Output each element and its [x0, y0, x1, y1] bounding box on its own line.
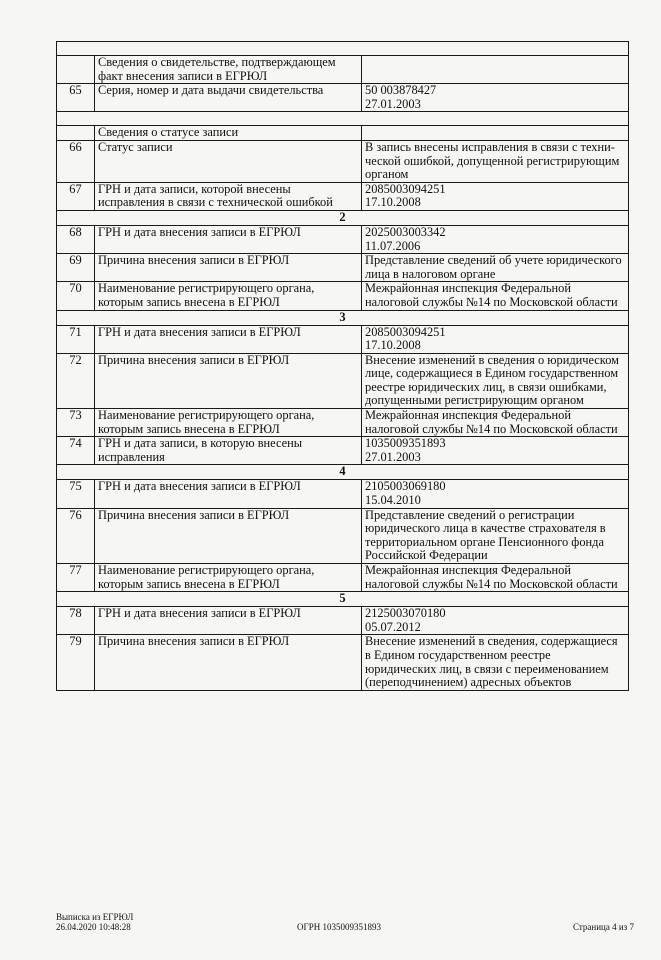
- spacer-row: [57, 42, 629, 56]
- section-number-row: [57, 210, 629, 225]
- row-label: Причина внесения записи в ЕГРЮЛ: [95, 254, 362, 282]
- row-value-line: В запись внесены исправления в связи с технической ошибкой, допущенной регистрирующим органом: [365, 139, 620, 182]
- row-value-line: 2125003070180: [365, 606, 446, 621]
- row-label: Наименование регистрирующего органа, которым запись внесена в ЕГРЮЛ: [95, 282, 362, 310]
- row-value-line: 2085003094251: [365, 324, 446, 339]
- row-label: ГРН и дата записи, которой внесены исправления в связи с технической ошибкой: [95, 182, 362, 210]
- record-row: [57, 353, 629, 408]
- record-row: [57, 409, 629, 437]
- record-row: [57, 325, 629, 353]
- block-header-row: [57, 56, 629, 84]
- row-label: Наименование регистрирующего органа, которым запись внесена в ЕГРЮЛ: [95, 564, 362, 592]
- record-row: [57, 84, 629, 112]
- row-number: 73: [57, 409, 95, 437]
- row-label: Серия, номер и дата выдачи свидетельства: [95, 84, 362, 112]
- footer-left: [56, 912, 133, 932]
- row-value: [362, 353, 629, 408]
- row-label: ГРН и дата внесения записи в ЕГРЮЛ: [95, 225, 362, 253]
- section-number: 2: [57, 210, 629, 225]
- row-number: 66: [57, 140, 95, 182]
- record-row: [57, 480, 629, 508]
- row-value: [362, 437, 629, 465]
- row-value-line: Межрайонная инспекция Федеральной налоговой службы №14 по Московской области: [365, 408, 618, 436]
- row-label: ГРН и дата внесения записи в ЕГРЮЛ: [95, 325, 362, 353]
- row-value: [362, 325, 629, 353]
- row-value-line: Межрайонная инспекция Федеральной налоговой службы №14 по Московской области: [365, 281, 618, 309]
- footer-ogrn: ОГРН 1035009351893: [297, 922, 381, 932]
- row-number: 72: [57, 353, 95, 408]
- row-label: Статус записи: [95, 140, 362, 182]
- row-number: 75: [57, 480, 95, 508]
- section-number-row: [57, 592, 629, 607]
- row-number: 69: [57, 254, 95, 282]
- row-value: [362, 225, 629, 253]
- record-row: [57, 508, 629, 563]
- record-row: [57, 225, 629, 253]
- row-number: 71: [57, 325, 95, 353]
- row-value-line: 1035009351893: [365, 436, 446, 451]
- row-value-line: 2025003003342: [365, 224, 446, 239]
- row-value: [362, 409, 629, 437]
- row-value-line: Представление сведений об учете юридического лица в налоговом органе: [365, 253, 622, 281]
- section-number-row: [57, 465, 629, 480]
- section-number: 4: [57, 465, 629, 480]
- footer-timestamp: 26.04.2020 10:48:28: [56, 922, 131, 932]
- section-number-row: [57, 310, 629, 325]
- record-row: [57, 607, 629, 635]
- row-label: ГРН и дата внесения записи в ЕГРЮЛ: [95, 480, 362, 508]
- row-value: [362, 84, 629, 112]
- row-value: [362, 254, 629, 282]
- egrul-table: [56, 41, 629, 691]
- record-row: [57, 282, 629, 310]
- row-number: 70: [57, 282, 95, 310]
- row-value-line: Представление сведений о регистрации юридического лица в качестве страхователя в территориальном органе Пенсионного фонда Российской Федерации: [365, 507, 606, 563]
- row-value-line: 15.04.2010: [365, 493, 421, 508]
- record-row: [57, 254, 629, 282]
- egrul-table-body: [57, 42, 629, 691]
- row-label: Причина внесения записи в ЕГРЮЛ: [95, 635, 362, 690]
- row-value-line: 11.07.2006: [365, 238, 421, 253]
- section-number: 3: [57, 310, 629, 325]
- row-value-line: 2085003094251: [365, 181, 446, 196]
- row-number: 74: [57, 437, 95, 465]
- row-value: [362, 140, 629, 182]
- row-value: [362, 564, 629, 592]
- row-label: Причина внесения записи в ЕГРЮЛ: [95, 508, 362, 563]
- row-value-line: Внесение изменений в сведения, содержащиеся в Едином государственном реестре юридических лиц, в связи с переименованием (переподчинением) адресных объектов: [365, 634, 618, 690]
- footer-doc-title: Выписка из ЕГРЮЛ: [56, 912, 134, 922]
- footer-page-number: Страница 4 из 7: [573, 922, 634, 932]
- row-value-line: 05.07.2012: [365, 619, 421, 634]
- spacer-cell: [57, 112, 629, 126]
- empty-cell: [362, 126, 629, 141]
- block-header-title: Сведения о свидетельстве, подтверждающем факт внесения записи в ЕГРЮЛ: [95, 56, 362, 84]
- empty-cell: [57, 126, 95, 141]
- row-value: [362, 508, 629, 563]
- record-row: [57, 437, 629, 465]
- status-block-title: Сведения о статусе записи: [95, 126, 362, 141]
- row-value-line: 2105003069180: [365, 479, 446, 494]
- row-value-line: Межрайонная инспекция Федеральной налоговой службы №14 по Московской области: [365, 563, 618, 591]
- row-label: ГРН и дата внесения записи в ЕГРЮЛ: [95, 607, 362, 635]
- row-value-line: 17.10.2008: [365, 195, 421, 210]
- spacer-row: [57, 112, 629, 126]
- row-number: 76: [57, 508, 95, 563]
- row-value: [362, 182, 629, 210]
- row-value: [362, 480, 629, 508]
- row-label: Наименование регистрирующего органа, которым запись внесена в ЕГРЮЛ: [95, 409, 362, 437]
- row-number: 68: [57, 225, 95, 253]
- row-value-line: Внесение изменений в сведения о юридическом лице, содержащиеся в Едином государственном реестре юридических лиц, в связи ошибками, допущенными регистрирующим органом: [365, 352, 619, 408]
- row-number: 65: [57, 84, 95, 112]
- row-value: [362, 635, 629, 690]
- row-value: [362, 282, 629, 310]
- row-value-line: 27.01.2003: [365, 449, 421, 464]
- record-row: [57, 182, 629, 210]
- row-value-line: 17.10.2008: [365, 338, 421, 353]
- record-row: [57, 635, 629, 690]
- section-number: 5: [57, 592, 629, 607]
- row-value-line: 50 003878427: [365, 83, 437, 98]
- record-row: [57, 564, 629, 592]
- row-label: ГРН и дата записи, в которую внесены исправления: [95, 437, 362, 465]
- row-number: 78: [57, 607, 95, 635]
- row-number: 79: [57, 635, 95, 690]
- row-number: 77: [57, 564, 95, 592]
- status-block-header-row: [57, 126, 629, 141]
- row-value-line: 27.01.2003: [365, 96, 421, 111]
- row-value: [362, 607, 629, 635]
- row-number: 67: [57, 182, 95, 210]
- record-row: [57, 140, 629, 182]
- row-label: Причина внесения записи в ЕГРЮЛ: [95, 353, 362, 408]
